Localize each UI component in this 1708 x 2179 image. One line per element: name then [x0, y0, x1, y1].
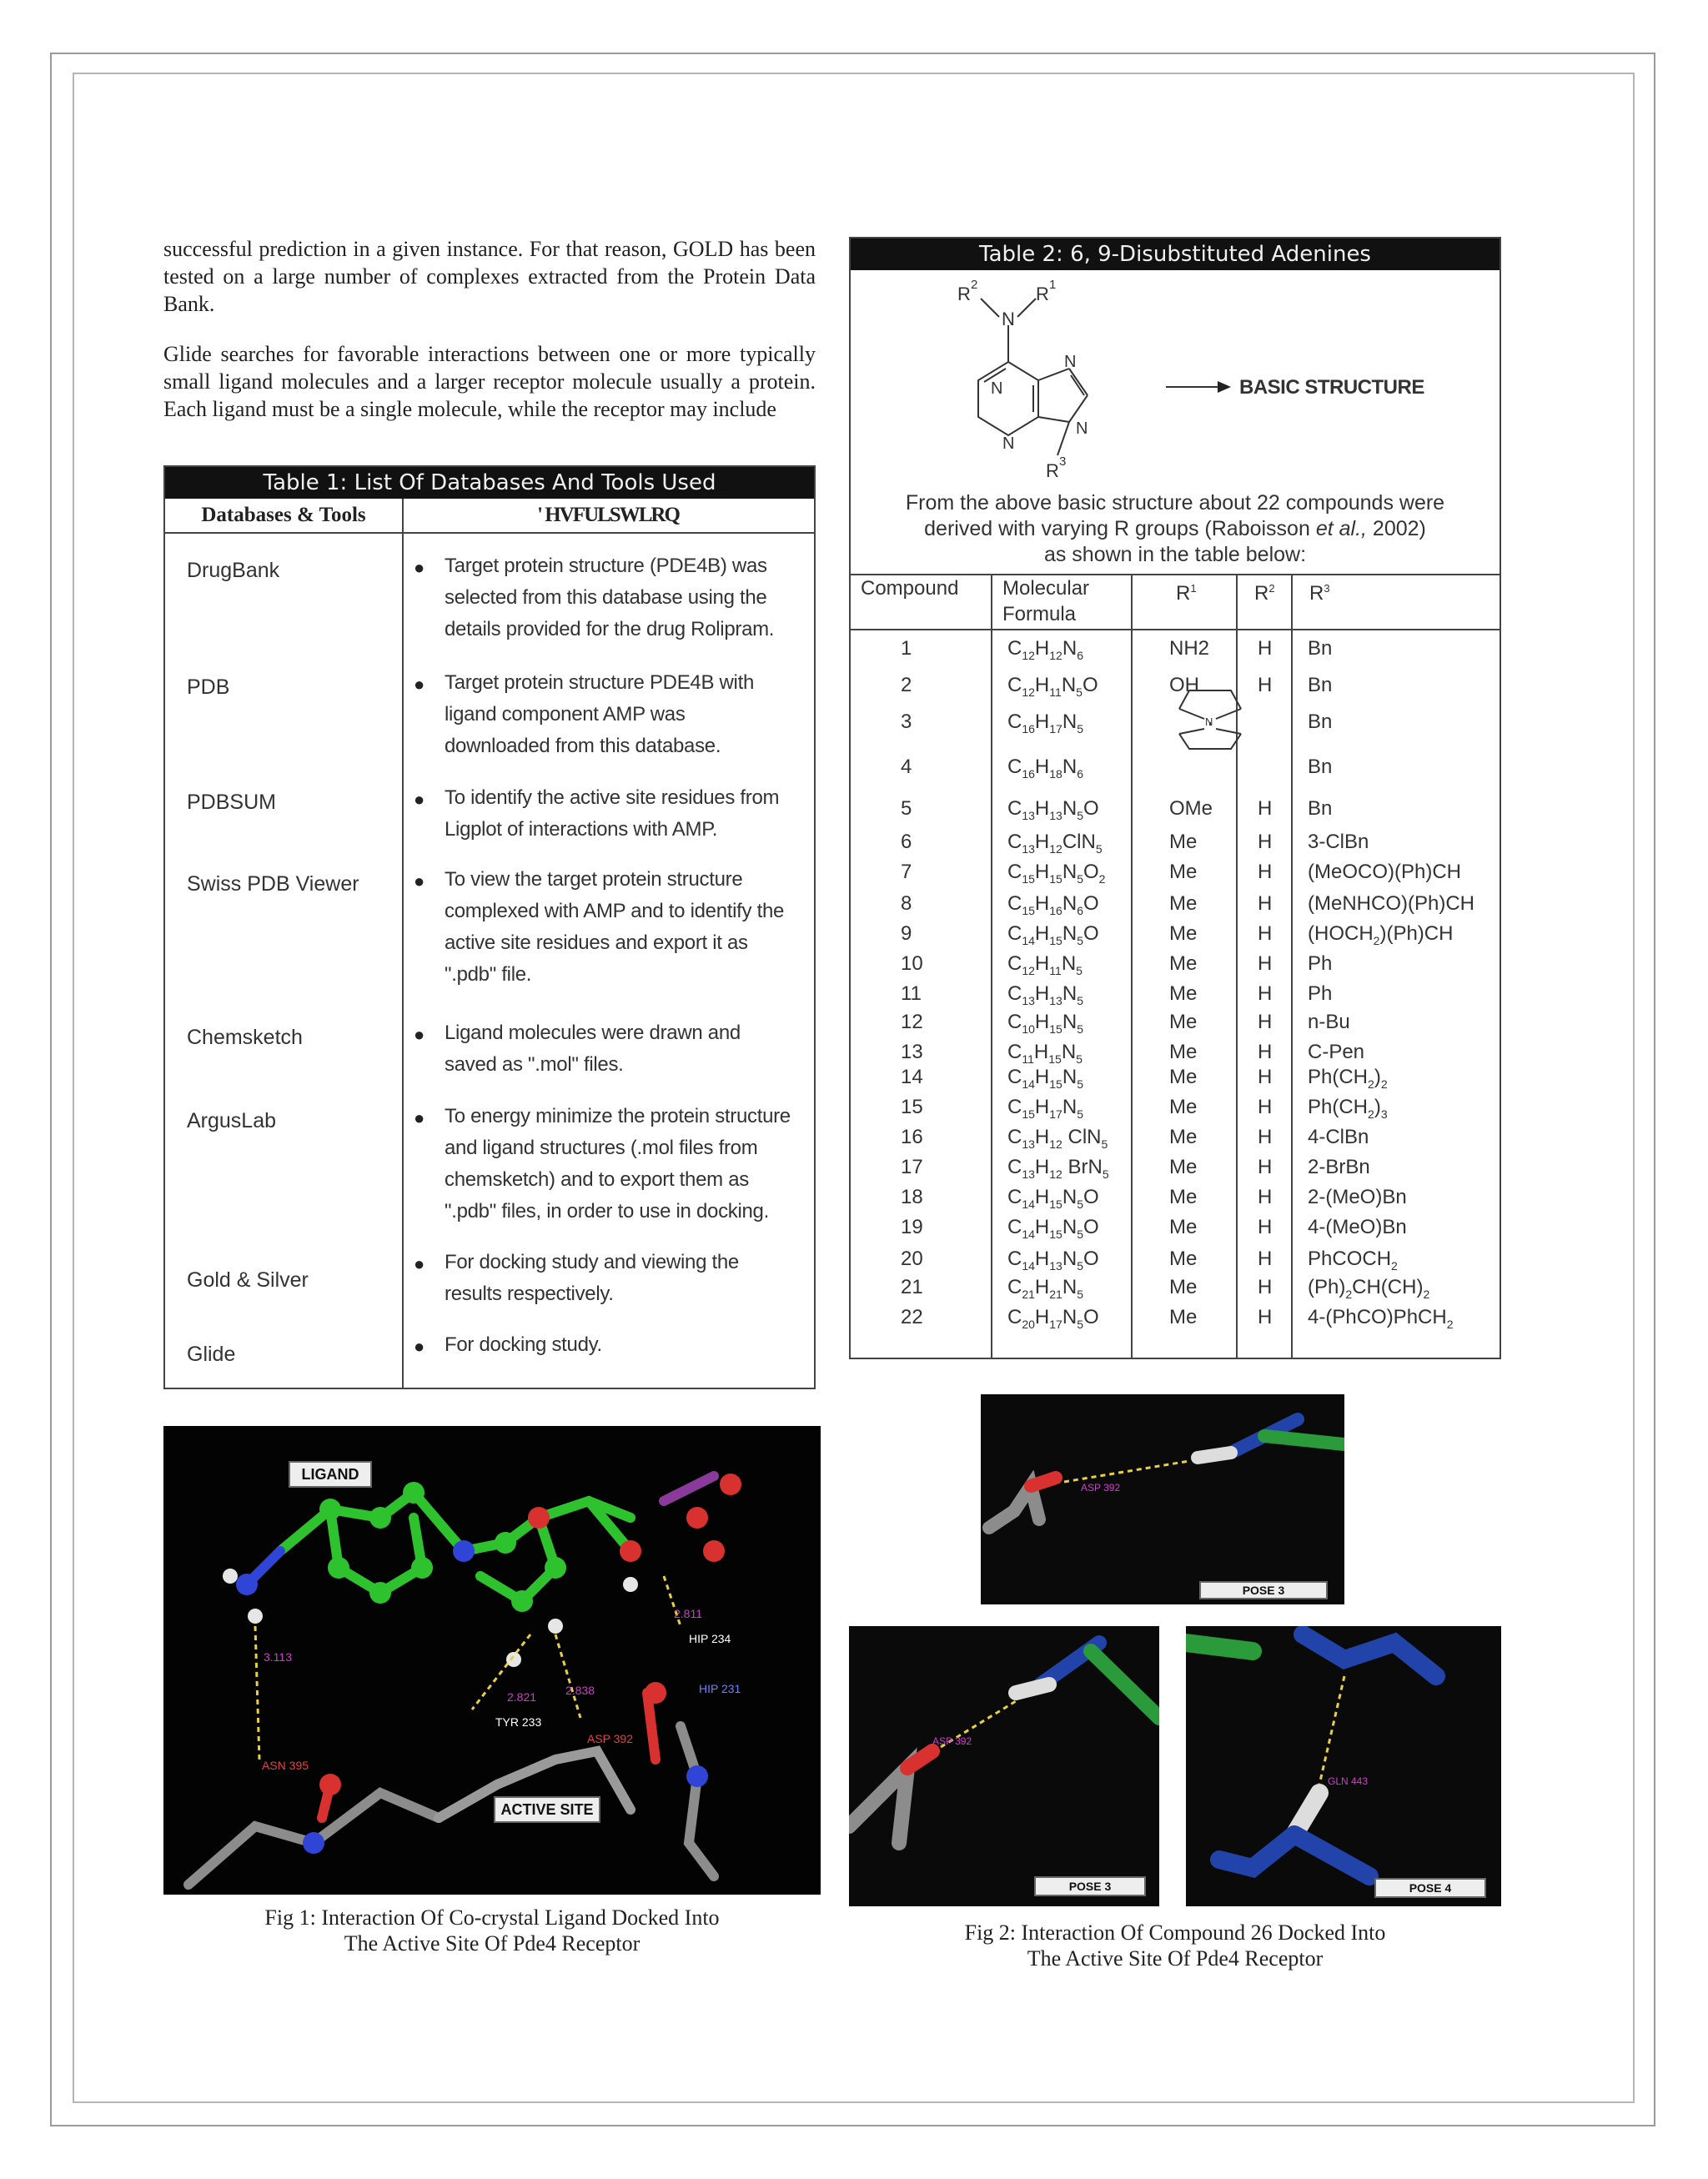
molecule-render	[981, 1394, 1344, 1604]
r1-value: Me	[1169, 861, 1198, 883]
table1-tool-name: ArgusLab	[187, 1109, 277, 1132]
r2-value: H	[1258, 1066, 1273, 1088]
atom-label-n: N	[1076, 419, 1088, 438]
molecular-formula: $C_{13}H_{12}ClN_5$	[1007, 831, 1103, 856]
caption-text: derived with varying R groups (Raboisson	[924, 517, 1316, 540]
r1-value: Me	[1169, 922, 1198, 945]
table2-header-r2	[1254, 575, 1275, 606]
compound-number: 17	[901, 1156, 923, 1178]
header-superscript: 3	[1324, 582, 1330, 595]
molecular-formula: $C_{13}H_{12}$ ClN$_5$	[1007, 1126, 1108, 1151]
molecular-formula: $C_{14}H_{15}N_5O$	[1007, 1216, 1099, 1241]
r1-value: Me	[1169, 1126, 1198, 1148]
table2-caption	[851, 490, 1500, 568]
caption-line: Fig 2: Interaction Of Compound 26 Docked Into	[964, 1920, 1386, 1945]
r1-value: Me	[1169, 982, 1198, 1005]
compound-number: 19	[901, 1216, 923, 1238]
compound-number: 8	[901, 892, 912, 915]
table-databases-tools	[163, 465, 816, 1389]
header-text: R	[1309, 582, 1324, 605]
r1-value: Me	[1169, 952, 1198, 975]
residue-label: ASP 392	[1081, 1482, 1121, 1494]
r1-value: Me	[1169, 1096, 1198, 1118]
compound-number: 10	[901, 952, 923, 975]
ligand-label: LIGAND	[289, 1461, 372, 1488]
molecular-formula: $C_{12}H_{12}N_6$	[1007, 637, 1083, 662]
figure1-caption	[163, 1905, 821, 1956]
molecular-formula: $C_{14}H_{15}N_5$	[1007, 1066, 1083, 1091]
compound-number: 11	[901, 982, 922, 1005]
molecular-formula: $C_{13}H_{13}N_5$	[1007, 982, 1083, 1007]
table2-title: Table 2: 6, 9-Disubstituted Adenines	[851, 238, 1500, 270]
ring-atom-label: N	[1205, 715, 1213, 728]
table1-col-header-description: ' HVFULSWLRQ	[537, 504, 679, 526]
bullet-icon: ●	[414, 1107, 425, 1128]
residue-label: ASP 392	[587, 1732, 634, 1745]
molecular-formula: $C_{11}H_{15}N_5$	[1007, 1041, 1083, 1066]
r2-value: H	[1258, 1276, 1273, 1298]
r3-value: $(Ph)_2CH(CH)_2$	[1308, 1276, 1430, 1301]
r3-value: Bn	[1308, 674, 1333, 696]
r1-value: Me	[1169, 1306, 1198, 1328]
residue-label: ASN 395	[262, 1759, 309, 1772]
distance-label: 2.821	[507, 1690, 537, 1704]
r1-value: OMe	[1169, 797, 1213, 820]
compound-number: 13	[901, 1041, 923, 1063]
active-site-label: ACTIVE SITE	[494, 1796, 600, 1823]
distance-label: 2.838	[565, 1684, 595, 1697]
r2-value: H	[1258, 831, 1273, 853]
residue-label: ASP 392	[932, 1735, 972, 1747]
header-text: Formula	[1002, 603, 1077, 625]
r2-value: H	[1258, 1216, 1273, 1238]
r2-value: H	[1258, 1186, 1273, 1208]
molecular-formula: $C_{21}H_{21}N_5$	[1007, 1276, 1083, 1301]
atom-label-r1: R	[1036, 284, 1049, 304]
r2-value: H	[1258, 922, 1273, 945]
r3-value: Bn	[1308, 756, 1333, 778]
atom-label-n: N	[1002, 434, 1015, 453]
molecule-render	[849, 1626, 1159, 1906]
r2-value: H	[1258, 674, 1273, 696]
table1-description: For docking study.	[445, 1333, 602, 1356]
table2-header-r3	[1309, 575, 1330, 606]
r3-value: Ph	[1308, 982, 1333, 1005]
r1-value: Me	[1169, 1276, 1198, 1298]
r1-value: Me	[1169, 1186, 1198, 1208]
distance-label: 3.113	[264, 1650, 292, 1664]
molecular-formula: $C_{15}H_{16}N_6O$	[1007, 892, 1099, 917]
molecular-formula: $C_{10}H_{15}N_5$	[1007, 1011, 1083, 1036]
r3-value: 2-BrBn	[1308, 1156, 1370, 1178]
bullet-icon: ●	[414, 674, 425, 695]
header-text: Molecular	[1002, 577, 1090, 600]
table1-description: To identify the active site residues from Ligplot of interactions with AMP.	[445, 786, 780, 841]
figure2-pose3-bottom-image	[849, 1626, 1159, 1906]
compound-number: 12	[901, 1011, 923, 1033]
table1-description: To energy minimize the protein structure and ligand structures (.mol files from chemsketch) and to export them as ".pdb" files, in order to use in docking.	[445, 1105, 791, 1223]
molecule-render	[163, 1426, 821, 1895]
table1-tool-name: Chemsketch	[187, 1026, 303, 1049]
atom-superscript: 2	[971, 278, 978, 292]
distance-label: 2.811	[674, 1607, 702, 1620]
table2-column-divider	[991, 574, 992, 1358]
table1-tool-name: PDBSUM	[187, 791, 276, 814]
molecule-render	[1186, 1626, 1501, 1906]
r1-value: Me	[1169, 892, 1198, 915]
table2-header-divider	[851, 629, 1500, 630]
atom-label-n: N	[1002, 309, 1015, 329]
r2-value: H	[1258, 637, 1273, 660]
r3-value: 4-(MeO)Bn	[1308, 1216, 1407, 1238]
table1-tool-name: PDB	[187, 675, 230, 699]
table1-col-header-tools: Databases & Tools	[201, 504, 366, 526]
molecular-formula: $C_{15}H_{15}N_5O_2$	[1007, 861, 1106, 886]
table2-caption-line	[851, 516, 1500, 542]
r2-value: H	[1258, 1041, 1273, 1063]
table2-header-compound: Compound	[861, 577, 959, 600]
r3-value: C-Pen	[1308, 1041, 1365, 1063]
basic-structure-label: BASIC STRUCTURE	[1239, 376, 1424, 399]
bullet-icon: ●	[414, 1253, 425, 1274]
table-adenines	[849, 237, 1501, 1359]
residue-label: HIP 234	[689, 1632, 731, 1645]
r1-value: NH2	[1169, 637, 1210, 660]
atom-label-r2: R	[957, 284, 971, 304]
bullet-icon: ●	[414, 789, 425, 810]
bullet-icon: ●	[414, 871, 425, 891]
table1-header-row	[165, 499, 814, 534]
atom-superscript: 3	[1059, 454, 1067, 469]
compound-number: 2	[901, 674, 912, 696]
r2-value: H	[1258, 982, 1273, 1005]
atom-label-n: N	[991, 379, 1003, 398]
r2-value: H	[1258, 952, 1273, 975]
r2-value: H	[1258, 797, 1273, 820]
caption-line: The Active Site Of Pde4 Receptor	[344, 1931, 640, 1956]
header-text: R	[1176, 582, 1191, 605]
molecular-formula: $C_{16}H_{17}N_5$	[1007, 710, 1083, 736]
table1-description: To view the target protein structure complexed with AMP and to identify the active site residues and export it as ".pdb" file.	[445, 868, 785, 986]
table2-column-divider	[1131, 574, 1133, 1358]
table1-tool-name: Gold & Silver	[187, 1268, 309, 1292]
molecular-formula: $C_{13}H_{13}N_5O$	[1007, 797, 1099, 822]
r3-value: Bn	[1308, 710, 1333, 733]
table1-description: For docking study and viewing the results respectively.	[445, 1251, 739, 1305]
compound-number: 21	[901, 1276, 923, 1298]
molecular-formula: $C_{14}H_{13}N_5O$	[1007, 1248, 1099, 1273]
compound-number: 3	[901, 710, 912, 733]
molecular-formula: $C_{20}H_{17}N_5O$	[1007, 1306, 1099, 1331]
r1-value: Me	[1169, 831, 1198, 853]
body-paragraph-2: Glide searches for favorable interactions between one or more typically small ligand molecules and a larger receptor molecule usually a protein. Each ligand must be a single molecule, while the receptor may include	[163, 342, 816, 421]
r2-value: H	[1258, 892, 1273, 915]
compound-number: 1	[901, 637, 912, 660]
r2-value: H	[1258, 1306, 1273, 1328]
compound-number: 9	[901, 922, 912, 945]
table1-description: Ligand molecules were drawn and saved as ".mol" files.	[445, 1022, 741, 1076]
compound-number: 7	[901, 861, 912, 883]
pyrrolidine-ring-diagram	[1166, 685, 1258, 752]
adenine-structure-diagram	[851, 270, 1501, 489]
compound-number: 18	[901, 1186, 923, 1208]
compound-number: 4	[901, 756, 912, 778]
compound-number: 20	[901, 1248, 923, 1270]
molecular-formula: $C_{14}H_{15}N_5O$	[1007, 922, 1099, 947]
r3-value: Bn	[1308, 637, 1333, 660]
r3-value: n-Bu	[1308, 1011, 1350, 1033]
table2-caption-line: From the above basic structure about 22 compounds were	[905, 491, 1445, 515]
residue-label: GLN 443	[1328, 1775, 1369, 1787]
r3-value: $(HOCH_2)(Ph)CH$	[1308, 922, 1454, 947]
residue-label: TYR 233	[495, 1715, 542, 1729]
table1-tool-name: DrugBank	[187, 559, 280, 582]
r3-value: 4-(PhCO)PhCH$_2$	[1308, 1306, 1454, 1331]
r3-value: 3-ClBn	[1308, 831, 1369, 853]
compound-number: 16	[901, 1126, 923, 1148]
r3-value: 4-ClBn	[1308, 1126, 1369, 1148]
r3-value: PhCOCH$_2$	[1308, 1248, 1398, 1273]
compound-number: 22	[901, 1306, 923, 1328]
r1-value: Me	[1169, 1041, 1198, 1063]
r1-value: Me	[1169, 1156, 1198, 1178]
compound-number: 14	[901, 1066, 923, 1088]
figure2-pose3-top-image	[981, 1394, 1344, 1604]
caption-line: Fig 1: Interaction Of Co-crystal Ligand Docked Into	[264, 1905, 720, 1930]
r2-value: H	[1258, 1248, 1273, 1270]
r1-value: Me	[1169, 1066, 1198, 1088]
table1-tool-name: Swiss PDB Viewer	[187, 872, 359, 896]
body-paragraph-1: successful prediction in a given instance. For that reason, GOLD has been tested on a large number of complexes extracted from the Protein Data Bank.	[163, 237, 816, 316]
r1-value: OH	[1169, 674, 1199, 696]
header-text: R	[1254, 582, 1269, 605]
r3-value: (MeNHCO)(Ph)CH	[1308, 892, 1474, 915]
figure1-docking-image	[163, 1426, 821, 1895]
pose-label: POSE 3	[1199, 1581, 1328, 1599]
compound-number: 6	[901, 831, 912, 853]
table1-description: Target protein structure (PDE4B) was selected from this database using the details provided for the drug Rolipram.	[445, 555, 775, 640]
pose-label: POSE 3	[1034, 1876, 1146, 1896]
r2-value: H	[1258, 861, 1273, 883]
r3-value: $Ph(CH_2)_2$	[1308, 1066, 1388, 1091]
r1-value: Me	[1169, 1011, 1198, 1033]
figure2-pose4-image	[1186, 1626, 1501, 1906]
table2-caption-line: as shown in the table below:	[1043, 543, 1307, 566]
caption-text: 2002)	[1366, 517, 1426, 540]
table1-description: Target protein structure PDE4B with ligand component AMP was downloaded from this database.	[445, 671, 755, 757]
bullet-icon: ●	[414, 1024, 425, 1045]
table2-header-r1	[1176, 575, 1197, 606]
r3-value: (MeOCO)(Ph)CH	[1308, 861, 1461, 883]
r3-value: Ph	[1308, 952, 1333, 975]
molecular-formula: $C_{12}H_{11}N_5O$	[1007, 674, 1098, 699]
caption-italic-text: et al.,	[1315, 517, 1367, 540]
header-superscript: 1	[1190, 582, 1197, 595]
compound-number: 5	[901, 797, 912, 820]
molecular-formula: $C_{12}H_{11}N_5$	[1007, 952, 1083, 977]
table2-header-formula	[1002, 575, 1089, 627]
table2-column-divider	[1291, 574, 1293, 1358]
r3-value: $Ph(CH_2)_3$	[1308, 1096, 1388, 1121]
r2-value: H	[1258, 1096, 1273, 1118]
caption-line: The Active Site Of Pde4 Receptor	[1027, 1946, 1324, 1971]
r1-value: Me	[1169, 1248, 1198, 1270]
atom-superscript: 1	[1049, 278, 1057, 292]
r1-value: Me	[1169, 1216, 1198, 1238]
r2-value: H	[1258, 1011, 1273, 1033]
residue-label: HIP 231	[699, 1682, 741, 1695]
table1-tool-name: Glide	[187, 1343, 236, 1366]
r2-value: H	[1258, 1126, 1273, 1148]
figure2-caption	[849, 1920, 1501, 1971]
table1-title: Table 1: List Of Databases And Tools Used	[165, 467, 814, 499]
molecular-formula: $C_{14}H_{15}N_5O$	[1007, 1186, 1099, 1211]
molecular-formula: $C_{16}H_{18}N_6$	[1007, 756, 1083, 781]
atom-label-r3: R	[1046, 460, 1059, 481]
atom-label-n: N	[1064, 353, 1077, 371]
r2-value: H	[1258, 1156, 1273, 1178]
pose-label: POSE 4	[1374, 1878, 1486, 1898]
r3-value: Bn	[1308, 797, 1333, 820]
molecular-formula: $C_{15}H_{17}N_5$	[1007, 1096, 1083, 1121]
header-superscript: 2	[1268, 582, 1275, 595]
bullet-icon: ●	[414, 557, 425, 578]
molecular-formula: $C_{13}H_{12}$ BrN$_5$	[1007, 1156, 1109, 1181]
r3-value: 2-(MeO)Bn	[1308, 1186, 1407, 1208]
compound-number: 15	[901, 1096, 923, 1118]
bullet-icon: ●	[414, 1336, 425, 1357]
table1-column-divider	[402, 499, 404, 1388]
